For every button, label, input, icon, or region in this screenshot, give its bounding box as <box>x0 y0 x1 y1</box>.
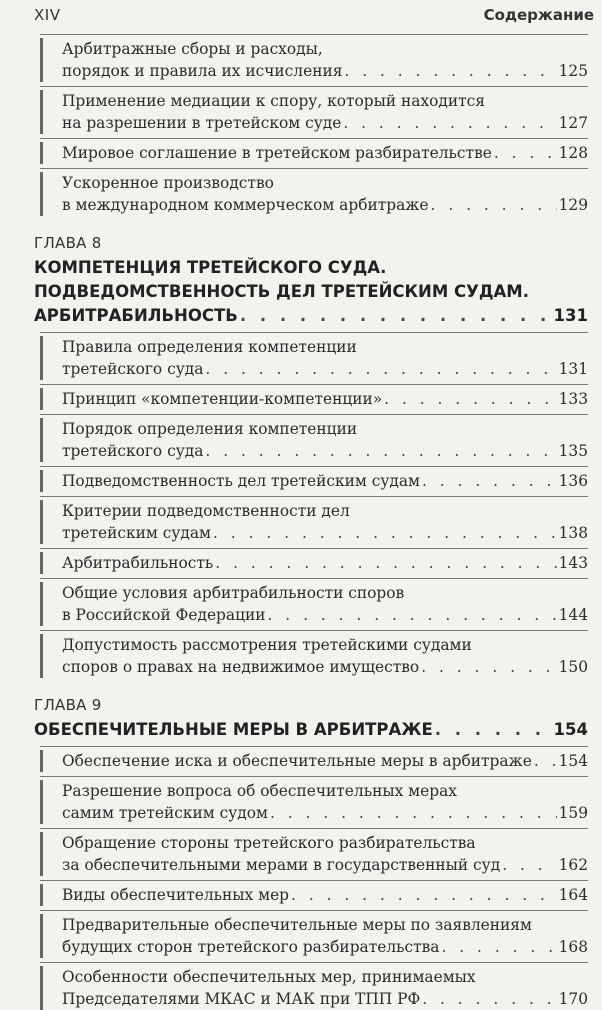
page-number: 162 <box>558 856 588 874</box>
divider <box>40 548 588 549</box>
toc-entry-text: в международном коммерческом арбитраже <box>62 196 429 214</box>
divider <box>40 776 588 777</box>
toc-entry[interactable] <box>62 172 588 216</box>
divider <box>40 466 588 467</box>
toc-entry-line <box>62 750 588 772</box>
toc-entry[interactable] <box>62 634 588 678</box>
toc-entry-text: Обращение стороны третейского разбирательства <box>62 834 476 852</box>
chapter-label: ГЛАВА 8 <box>34 234 102 252</box>
toc-entry[interactable] <box>62 388 588 410</box>
divider <box>40 880 588 881</box>
toc-entry-text: в Российской Федерации <box>62 606 266 624</box>
dot-leader <box>502 854 556 876</box>
dot-leader <box>268 604 557 626</box>
toc-entry-line <box>62 988 588 1010</box>
chapter-title-text: ОБЕСПЕЧИТЕЛЬНЫЕ МЕРЫ В АРБИТРАЖЕ <box>34 720 433 739</box>
page-number: 159 <box>558 804 588 822</box>
toc-entry-text: Ускоренное производство <box>62 174 274 192</box>
page-number: 133 <box>558 390 588 408</box>
section-title: Содержание <box>483 6 594 24</box>
toc-entry-line <box>62 194 588 216</box>
toc-entry-text: третейского суда <box>62 442 204 460</box>
entry-marker <box>40 500 43 544</box>
page-number: 129 <box>558 196 588 214</box>
chapter-title[interactable] <box>34 718 588 742</box>
toc-entry-line <box>62 966 588 988</box>
page-number: 168 <box>558 938 588 956</box>
chapter-title-text: АРБИТРАБИЛЬНОСТЬ <box>34 306 238 325</box>
toc-entry-text: Виды обеспечительных мер <box>62 886 290 904</box>
toc-entry-line <box>62 832 588 854</box>
dot-leader <box>441 936 556 958</box>
entry-marker <box>40 582 43 626</box>
toc-entry-text: Порядок определения компетенции <box>62 420 358 438</box>
dot-leader <box>270 802 557 824</box>
divider <box>40 828 588 829</box>
running-header <box>34 6 594 28</box>
toc-entry-text: споров о правах на недвижимое имущество <box>62 658 420 676</box>
toc-entry[interactable] <box>62 780 588 824</box>
divider <box>40 962 588 963</box>
dot-leader <box>431 194 557 216</box>
page-number: 154 <box>553 720 588 739</box>
divider <box>40 414 588 415</box>
toc-entry[interactable] <box>62 38 588 82</box>
page-number: 127 <box>558 114 588 132</box>
dot-leader <box>384 388 556 410</box>
toc-entry-text: Обеспечение иска и обеспечительные меры в арбитраже <box>62 752 532 770</box>
divider <box>40 496 588 497</box>
toc-entry-line <box>62 358 588 380</box>
toc-entry-text: Предварительные обеспечительные меры по заявлениям <box>62 916 532 934</box>
entry-marker <box>40 172 43 216</box>
toc-entry[interactable] <box>62 914 588 958</box>
page-number: 131 <box>553 306 588 325</box>
toc-entry-text: Особенности обеспечительных мер, принимаемых <box>62 968 476 986</box>
toc-entry-text: третейского суда <box>62 360 204 378</box>
page-number: 128 <box>558 144 588 162</box>
divider <box>40 630 588 631</box>
dot-leader <box>494 142 557 164</box>
entry-marker <box>40 142 43 164</box>
toc-entry-line <box>62 142 588 164</box>
entry-marker <box>40 418 43 462</box>
toc-entry-line <box>62 604 588 626</box>
page-number: 150 <box>558 658 588 676</box>
entry-marker <box>40 38 43 82</box>
chapter-title-line <box>34 718 588 742</box>
entry-marker <box>40 750 43 772</box>
entry-marker <box>40 832 43 876</box>
toc-entry-line <box>62 90 588 112</box>
page-number: 154 <box>558 752 588 770</box>
entry-marker <box>40 470 43 492</box>
entry-marker <box>40 966 43 1010</box>
chapter-title-line <box>34 256 588 280</box>
divider <box>40 168 588 169</box>
entry-marker <box>40 634 43 678</box>
entry-marker <box>40 780 43 824</box>
toc-entry-line <box>62 552 588 574</box>
dot-leader <box>343 112 556 134</box>
toc-entry-line <box>62 914 588 936</box>
divider <box>40 578 588 579</box>
page-number: 170 <box>558 990 588 1008</box>
toc-entry[interactable] <box>62 90 588 134</box>
toc-entry-text: Подведомственность дел третейским судам <box>62 472 421 490</box>
toc-entry-text: Общие условия арбитрабильности споров <box>62 584 405 602</box>
toc-entry-text: Правила определения компетенции <box>62 338 357 356</box>
divider <box>40 332 588 333</box>
toc-entry-text: Критерии подведомственности дел <box>62 502 350 520</box>
dot-leader <box>205 358 556 380</box>
page-number: 138 <box>558 524 588 542</box>
dot-leader <box>344 60 556 82</box>
page-number: 131 <box>558 360 588 378</box>
toc-entry-line <box>62 884 588 906</box>
toc-entry-line <box>62 112 588 134</box>
toc-entry-line <box>62 656 588 678</box>
toc-entry-text: третейским судам <box>62 524 212 542</box>
toc-entry-line <box>62 522 588 544</box>
chapter-title-text: КОМПЕТЕНЦИЯ ТРЕТЕЙСКОГО СУДА. <box>34 258 387 277</box>
divider <box>40 34 588 35</box>
toc-entry-line <box>62 60 588 82</box>
page-number: 135 <box>558 442 588 460</box>
toc-entry[interactable] <box>62 582 588 626</box>
entry-marker <box>40 388 43 410</box>
entry-marker <box>40 552 43 574</box>
toc-entry-text: на разрешении в третейском суде <box>62 114 342 132</box>
dot-leader <box>240 304 552 328</box>
toc-entry-line <box>62 470 588 492</box>
dot-leader <box>435 718 552 742</box>
toc-entry-line <box>62 500 588 522</box>
page-number: 136 <box>558 472 588 490</box>
chapter-title-line <box>34 280 588 304</box>
toc-entry-text: Арбитрабильность <box>62 554 214 572</box>
entry-marker <box>40 90 43 134</box>
toc-entry-text: самим третейским судом <box>62 804 268 822</box>
toc-entry-text: за обеспечительными мерами в государственный суд <box>62 856 501 874</box>
divider <box>40 910 588 911</box>
toc-entry-line <box>62 172 588 194</box>
toc-entry-line <box>62 440 588 462</box>
entry-marker <box>40 336 43 380</box>
page-number: 144 <box>558 606 588 624</box>
toc-entry-line <box>62 336 588 358</box>
toc-entry-line <box>62 780 588 802</box>
dot-leader <box>422 470 557 492</box>
toc-entry-line <box>62 854 588 876</box>
divider <box>40 384 588 385</box>
divider <box>40 86 588 87</box>
dot-leader <box>422 988 556 1010</box>
page-number: 125 <box>558 62 588 80</box>
toc-entry-text: Арбитражные сборы и расходы, <box>62 40 323 58</box>
chapter-label: ГЛАВА 9 <box>34 696 102 714</box>
toc-entry[interactable] <box>62 884 588 906</box>
toc-entry-line <box>62 936 588 958</box>
chapter-title-line <box>34 304 588 328</box>
toc-entry-text: Разрешение вопроса об обеспечительных мерах <box>62 782 457 800</box>
page-number: 164 <box>558 886 588 904</box>
toc-entry[interactable] <box>62 750 588 772</box>
toc-entry[interactable] <box>62 966 588 1010</box>
toc-entry-text: Председателями МКАС и МАК при ТПП РФ <box>62 990 421 1008</box>
toc-entry-line <box>62 802 588 824</box>
toc-entry-text: будущих сторон третейского разбирательства <box>62 938 440 956</box>
toc-entry-line <box>62 418 588 440</box>
toc-entry[interactable] <box>62 418 588 462</box>
toc-entry-text: Допустимость рассмотрения третейскими судами <box>62 636 472 654</box>
toc-entry[interactable] <box>62 832 588 876</box>
toc-entry-text: Мировое соглашение в третейском разбирательстве <box>62 144 492 162</box>
toc-entry-line <box>62 388 588 410</box>
dot-leader <box>421 656 556 678</box>
toc-entry-text: Принцип «компетенции-компетенции» <box>62 390 383 408</box>
divider <box>40 746 588 747</box>
dot-leader <box>534 750 557 772</box>
toc-entry-text: Применение медиации к спору, который находится <box>62 92 486 110</box>
toc-entry-text: порядок и правила их исчисления <box>62 62 343 80</box>
toc-entry-line <box>62 582 588 604</box>
chapter-title[interactable] <box>34 256 588 328</box>
dot-leader <box>215 552 556 574</box>
toc-entry[interactable] <box>62 336 588 380</box>
entry-marker <box>40 884 43 906</box>
divider <box>40 138 588 139</box>
toc-entry[interactable] <box>62 552 588 574</box>
toc-entry-line <box>62 38 588 60</box>
toc-entry[interactable] <box>62 500 588 544</box>
dot-leader <box>205 440 556 462</box>
page-number: 143 <box>558 554 588 572</box>
chapter-title-text: ПОДВЕДОМСТВЕННОСТЬ ДЕЛ ТРЕТЕЙСКИМ СУДАМ. <box>34 282 529 301</box>
toc-entry[interactable] <box>62 470 588 492</box>
dot-leader <box>213 522 557 544</box>
dot-leader <box>291 884 557 906</box>
entry-marker <box>40 914 43 958</box>
toc-entry[interactable] <box>62 142 588 164</box>
toc-entry-line <box>62 634 588 656</box>
page-number-roman: XIV <box>34 6 61 24</box>
